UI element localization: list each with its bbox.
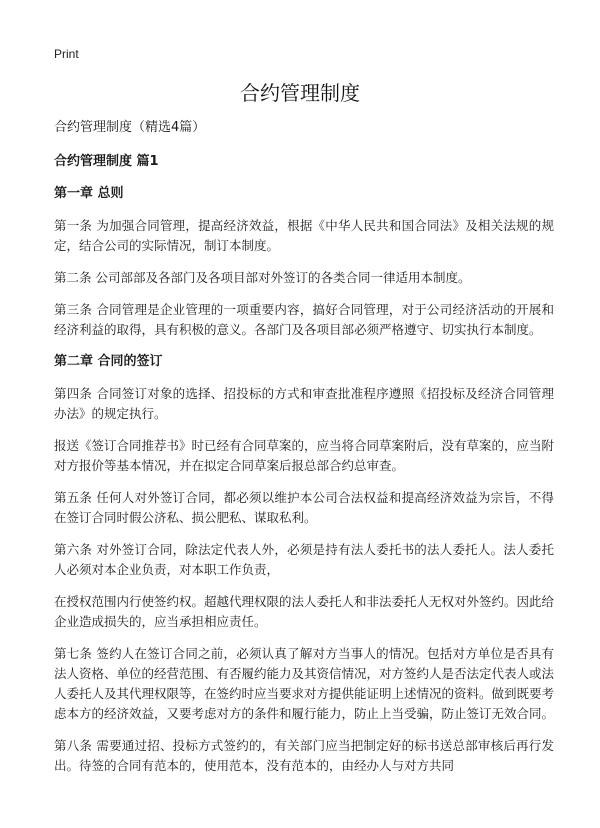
paragraph: 第六条 对外签订合同，除法定代表人外，必须是持有法人委托书的法人委托人。法人委托人必须对本企业负责，对本职工作负责， [54, 542, 554, 577]
paragraph: 第三条 合同管理是企业管理的一项重要内容，搞好合同管理，对于公司经济活动的开展和经济利益的取得，具有积极的意义。各部门及各项目部必须严格遵守、切实执行本制度。 [54, 302, 554, 337]
document-subtitle: 合约管理制度（精选4篇） [54, 120, 206, 135]
paragraph: 在授权范围内行使签约权。超越代理权限的法人委托人和非法委托人无权对外签约。因此给企业造成损失的，应当承担相应责任。 [54, 594, 555, 629]
paragraph: 第二条 公司部部及各部门及各项目部对外签订的各类合同一律适用本制度。 [54, 270, 471, 285]
section-title: 合约管理制度 篇1 [54, 154, 159, 169]
paragraph: 第八条 需要通过招、投标方式签约的，有关部门应当把制定好的标书送总部审核后再行发出。待签的合同有范本的，使用范本，没有范本的，由经办人与对方共同 [54, 738, 554, 773]
paragraph: 第七条 签约人在签订合同之前，必须认真了解对方当事人的情况。包括对方单位是否具有法人资格、单位的经营范围、有否履约能力及其资信情况，对方签约人是否法定代表人或法人委托人及其代理权限等，在签约时应当要求对方提供能证明上述情况的资料。做到既要考虑本方的经济效益，又要考虑对方的条件和履行能力，防止上当受骗，防止签订无效合同。 [54, 646, 555, 721]
chapter-heading: 第一章 总则 [54, 186, 124, 201]
document-title: 合约管理制度 [240, 81, 360, 105]
paragraph: 第一条 为加强合同管理，提高经济效益，根据《中华人民共和国合同法》及相关法规的规定，结合公司的实际情况，制订本制度。 [54, 218, 554, 253]
chapter-heading: 第二章 合同的签订 [54, 354, 163, 369]
paragraph: 第五条 任何人对外签订合同，都必须以维护本公司合法权益和提高经济效益为宗旨，不得在签订合同时假公济私、损公肥私、谋取私利。 [54, 490, 554, 525]
print-link[interactable]: Print [54, 47, 79, 61]
paragraph: 报送《签订合同推荐书》时已经有合同草案的，应当将合同草案附后，没有草案的，应当附对方报价等基本情况，并在拟定合同草案后报总部合约总审查。 [54, 438, 555, 473]
document-body [54, 118, 554, 788]
article-blocks [54, 184, 554, 776]
paragraph: 第四条 合同签订对象的选择、招投标的方式和审查批准程序遵照《招投标及经济合同管理办法》的规定执行。 [54, 386, 554, 421]
